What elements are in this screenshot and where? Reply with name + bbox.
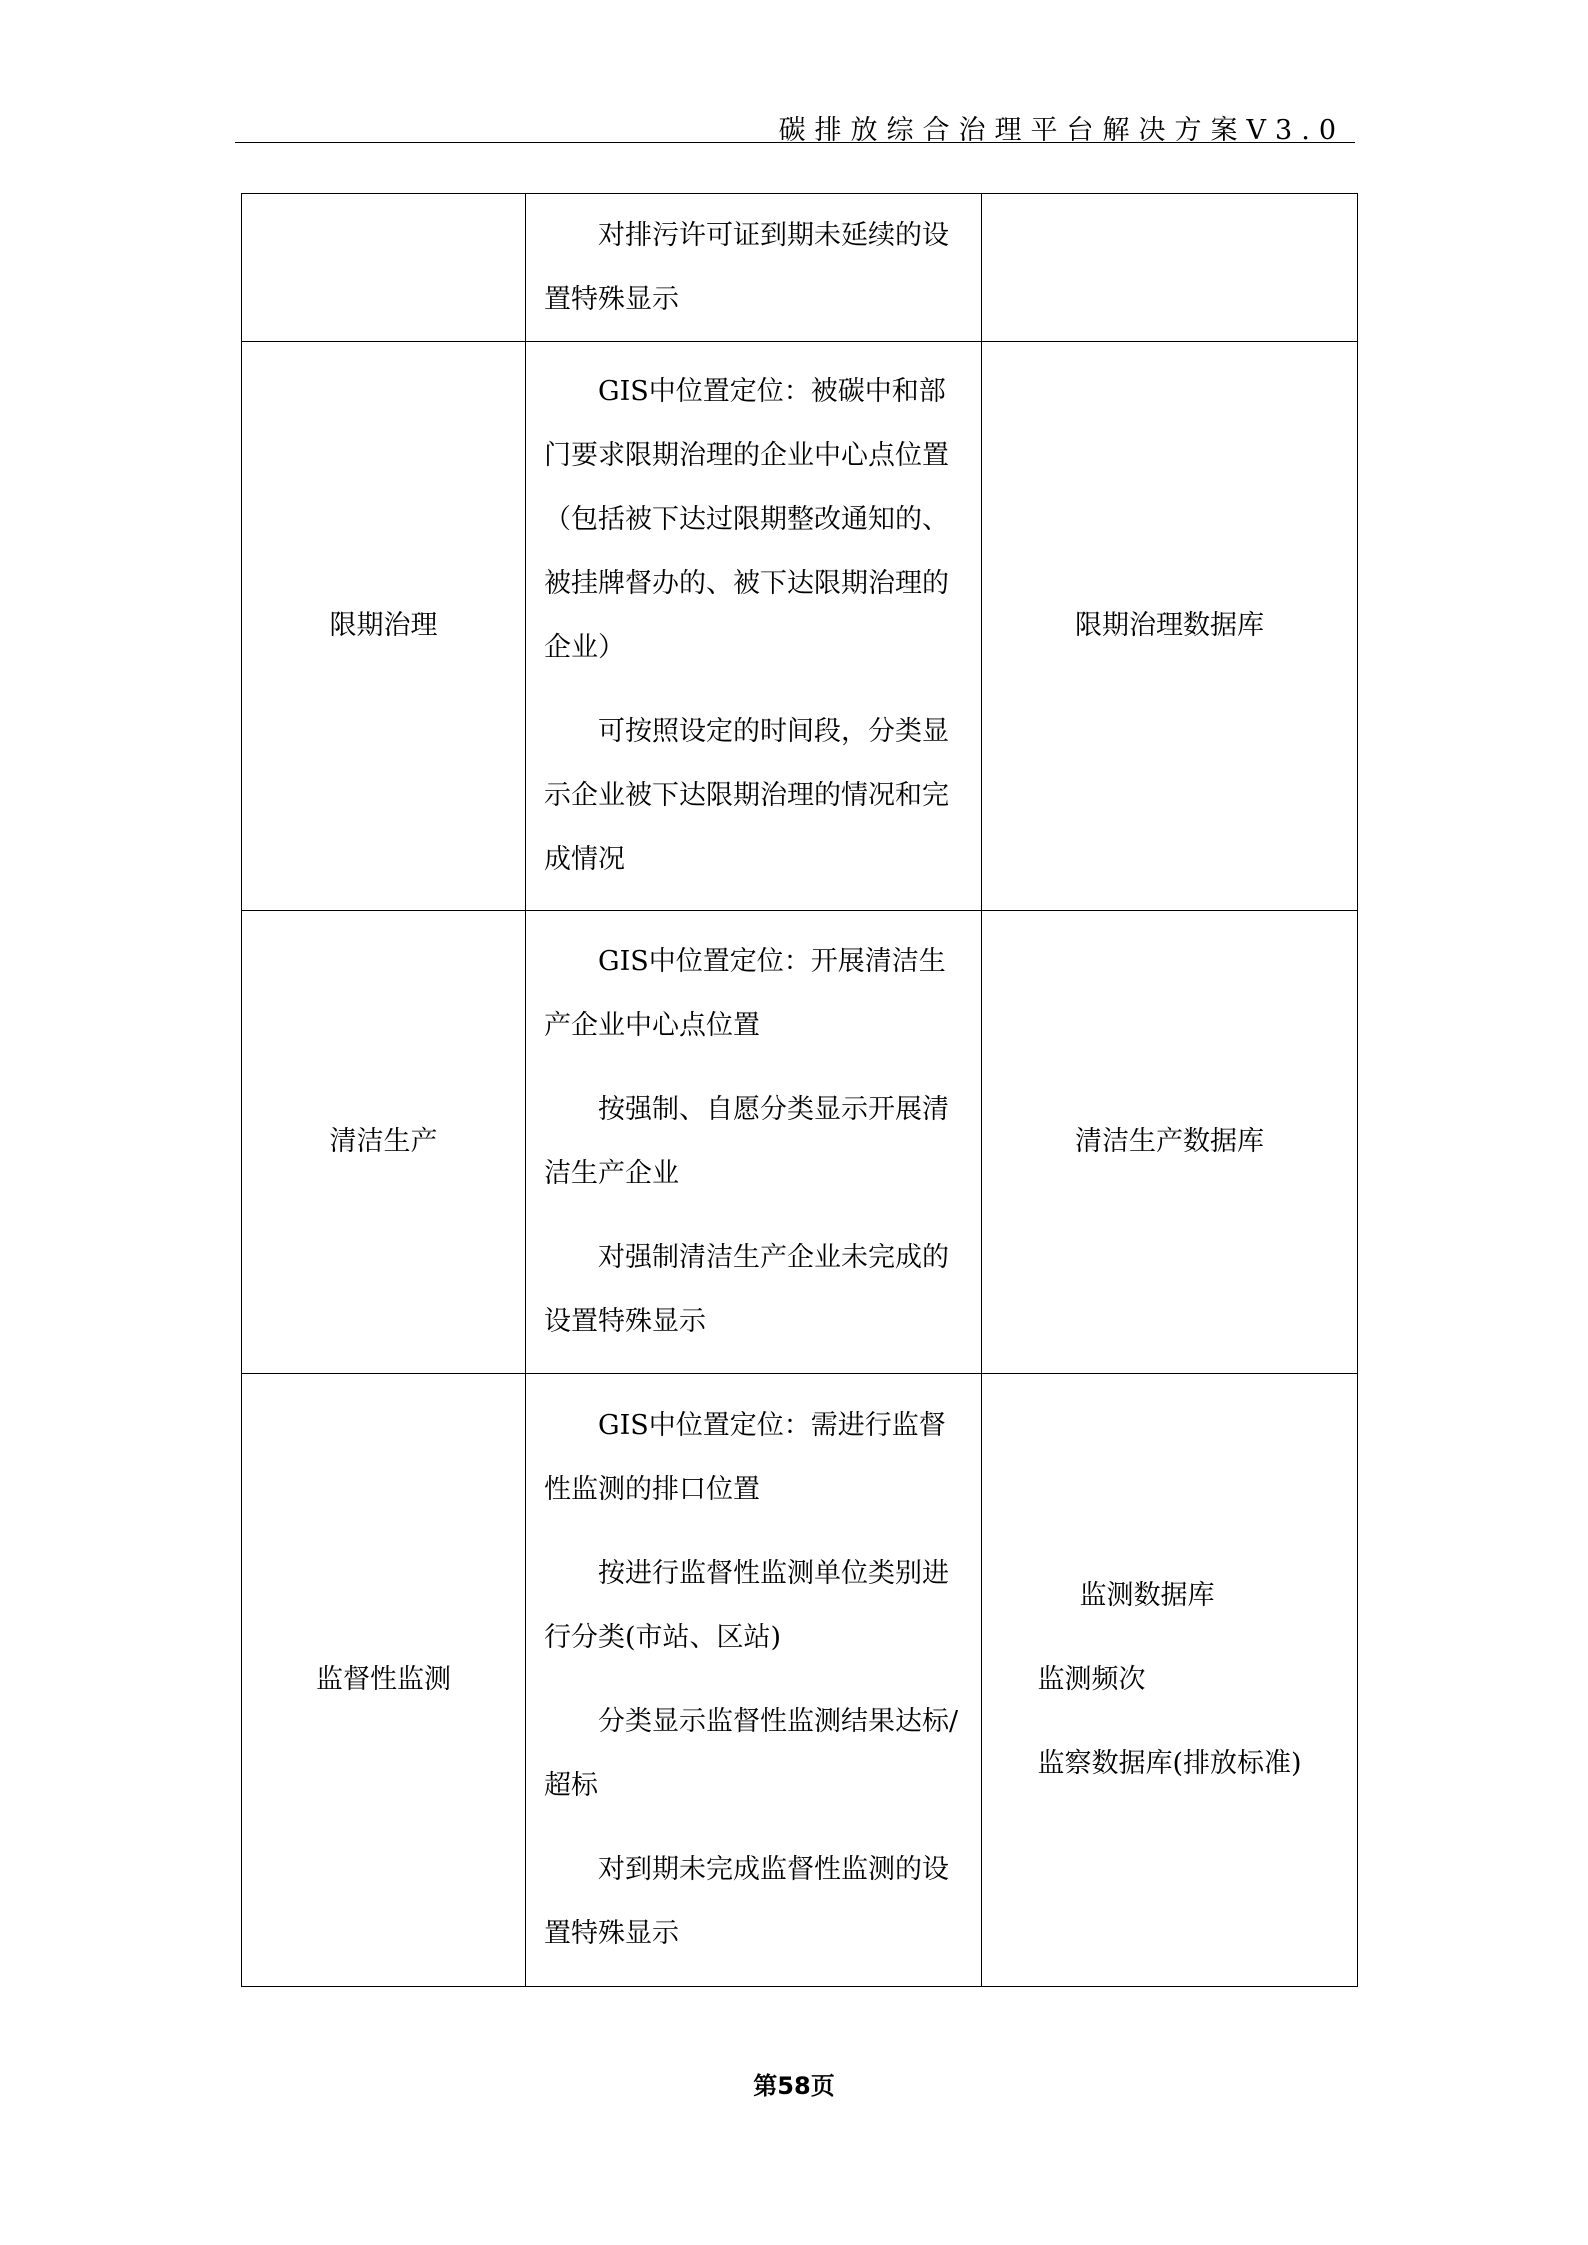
- description-paragraph: 分类显示监督性监测结果达标/超标: [544, 1706, 959, 1801]
- function-table: [241, 193, 1358, 1987]
- database-item: 监测频次: [1037, 1664, 1146, 1695]
- category-cell: [242, 194, 526, 342]
- database-list: [1075, 1110, 1264, 1174]
- database-cell: [982, 194, 1358, 342]
- table-row: [242, 1374, 1358, 1987]
- database-list: [1075, 594, 1264, 658]
- database-cell: [982, 1374, 1358, 1987]
- page-number: 第58页: [753, 2072, 835, 2100]
- description-cell: [526, 194, 982, 342]
- description-paragraph: 对强制清洁生产企业未完成的设置特殊显示: [544, 1242, 949, 1337]
- table-row: [242, 194, 1358, 342]
- description-paragraph: 对到期未完成监督性监测的设置特殊显示: [544, 1854, 949, 1949]
- description-paragraph: 可按照设定的时间段，分类显示企业被下达限期治理的情况和完成情况: [544, 716, 949, 875]
- header-divider: [235, 142, 1355, 143]
- document-header-title: 碳排放综合治理平台解决方案V3.0: [778, 115, 1345, 146]
- database-item: 监测数据库: [1079, 1580, 1215, 1611]
- category-cell: 清洁生产: [242, 911, 526, 1374]
- table-row: [242, 911, 1358, 1374]
- database-item: 监察数据库(排放标准): [1037, 1748, 1302, 1779]
- database-item: 限期治理数据库: [1075, 610, 1264, 641]
- description-paragraph: 按进行监督性监测单位类别进行分类(市站、区站): [544, 1558, 949, 1653]
- category-cell: 限期治理: [242, 342, 526, 911]
- description-paragraph: 按强制、自愿分类显示开展清洁生产企业: [544, 1094, 949, 1189]
- description-cell: [526, 911, 982, 1374]
- description-paragraph: GIS中位置定位：被碳中和部门要求限期治理的企业中心点位置（包括被下达过限期整改通知的、被挂牌督办的、被下达限期治理的企业）: [544, 376, 949, 663]
- database-cell: [982, 911, 1358, 1374]
- database-item: 清洁生产数据库: [1075, 1126, 1264, 1157]
- description-cell: [526, 1374, 982, 1987]
- description-paragraph: GIS中位置定位：开展清洁生产企业中心点位置: [544, 946, 946, 1041]
- description-cell: [526, 342, 982, 911]
- description-paragraph: GIS中位置定位：需进行监督性监测的排口位置: [544, 1410, 946, 1505]
- table-row: [242, 342, 1358, 911]
- database-list: [1037, 1554, 1301, 1806]
- description-paragraph: 对排污许可证到期未延续的设置特殊显示: [544, 219, 949, 315]
- database-cell: [982, 342, 1358, 911]
- category-cell: 监督性监测: [242, 1374, 526, 1987]
